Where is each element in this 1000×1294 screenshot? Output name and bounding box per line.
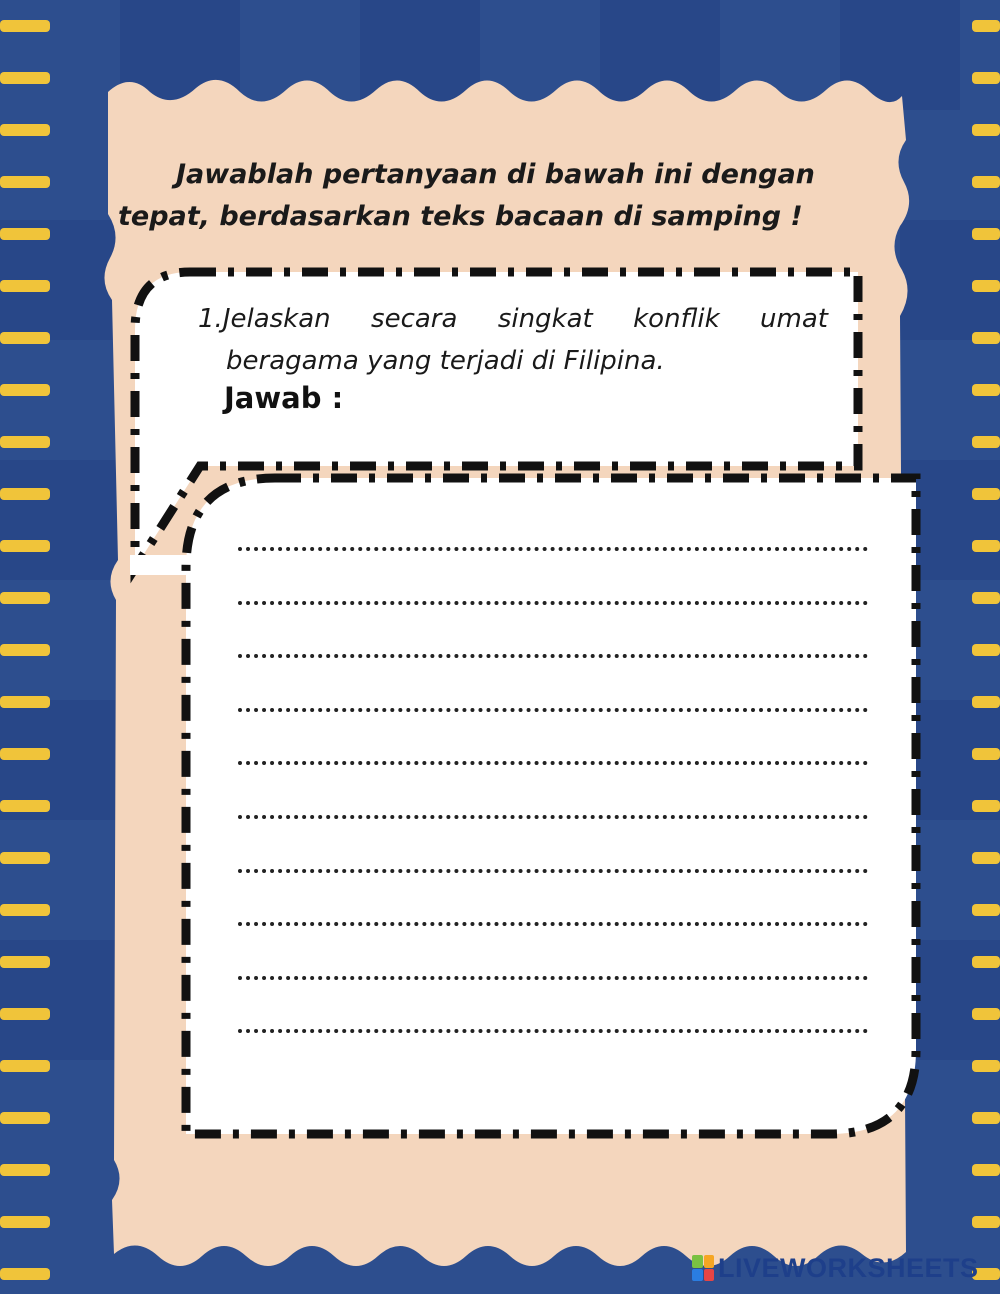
stripe bbox=[972, 384, 1000, 396]
question-word-3: singkat bbox=[497, 304, 593, 334]
stripe bbox=[0, 20, 50, 32]
stripe bbox=[0, 540, 50, 552]
brand-name: LIVEWORKSHEETS bbox=[718, 1252, 979, 1283]
question-word-1: Jelaskan bbox=[222, 304, 331, 334]
stripe bbox=[0, 644, 50, 656]
stripe bbox=[0, 904, 50, 916]
stripe bbox=[0, 1216, 50, 1228]
stripe bbox=[972, 644, 1000, 656]
stripe bbox=[972, 1060, 1000, 1072]
stripe bbox=[0, 1268, 50, 1280]
answer-input[interactable] bbox=[238, 995, 872, 1027]
stripe bbox=[972, 592, 1000, 604]
question-number: 1. bbox=[198, 304, 223, 334]
stripe bbox=[972, 748, 1000, 760]
question-word bbox=[198, 298, 331, 340]
stripe bbox=[0, 436, 50, 448]
stripe bbox=[0, 592, 50, 604]
stripe bbox=[0, 176, 50, 188]
stripe bbox=[972, 1216, 1000, 1228]
answer-line[interactable] bbox=[238, 601, 868, 605]
stripe bbox=[972, 488, 1000, 500]
answer-input[interactable] bbox=[238, 781, 872, 813]
stripe bbox=[972, 852, 1000, 864]
stripe bbox=[0, 228, 50, 240]
stripe bbox=[972, 1008, 1000, 1020]
stripe bbox=[0, 1112, 50, 1124]
answer-input[interactable] bbox=[238, 942, 872, 974]
stripe bbox=[972, 72, 1000, 84]
question-word-2: secara bbox=[371, 304, 458, 334]
stripe bbox=[972, 20, 1000, 32]
answer-line[interactable] bbox=[238, 869, 868, 873]
stripe bbox=[0, 852, 50, 864]
answer-line[interactable] bbox=[238, 1029, 868, 1033]
stripe bbox=[972, 956, 1000, 968]
stripe bbox=[972, 696, 1000, 708]
stripe bbox=[0, 384, 50, 396]
answer-input[interactable] bbox=[238, 513, 872, 545]
answer-input[interactable] bbox=[238, 888, 872, 920]
stripe bbox=[972, 800, 1000, 812]
answer-line[interactable] bbox=[238, 922, 868, 926]
stripe bbox=[0, 956, 50, 968]
stripe bbox=[972, 280, 1000, 292]
answer-input[interactable] bbox=[238, 674, 872, 706]
stripe bbox=[0, 1060, 50, 1072]
stripe bbox=[972, 176, 1000, 188]
question-line-2: beragama yang terjadi di Filipina. bbox=[226, 346, 665, 376]
stripe bbox=[972, 332, 1000, 344]
stripe bbox=[0, 1164, 50, 1176]
instruction-line-1: Jawablah pertanyaan di bawah ini dengan bbox=[176, 159, 815, 190]
stripe bbox=[0, 72, 50, 84]
instruction-text bbox=[118, 154, 848, 238]
stripe bbox=[972, 124, 1000, 136]
answer-line[interactable] bbox=[238, 708, 868, 712]
stripe bbox=[0, 280, 50, 292]
stripe bbox=[0, 488, 50, 500]
answer-line[interactable] bbox=[238, 547, 868, 551]
stripe bbox=[0, 748, 50, 760]
answer-line[interactable] bbox=[238, 815, 868, 819]
answer-input[interactable] bbox=[238, 727, 872, 759]
stripe bbox=[972, 1112, 1000, 1124]
stripe bbox=[972, 436, 1000, 448]
answer-label: Jawab : bbox=[224, 381, 344, 415]
stripe bbox=[972, 904, 1000, 916]
stripe bbox=[0, 332, 50, 344]
answer-line[interactable] bbox=[238, 976, 868, 980]
answer-line[interactable] bbox=[238, 761, 868, 765]
question-line-1 bbox=[198, 298, 828, 340]
instruction-line-2: tepat, berdasarkan teks bacaan di samping ! bbox=[118, 201, 803, 232]
stripe bbox=[0, 696, 50, 708]
answer-input[interactable] bbox=[238, 567, 872, 599]
liveworksheets-brand bbox=[692, 1251, 979, 1285]
answer-input[interactable] bbox=[238, 620, 872, 652]
stripe bbox=[972, 540, 1000, 552]
stripe bbox=[972, 1164, 1000, 1176]
stripe bbox=[972, 228, 1000, 240]
stripe bbox=[0, 124, 50, 136]
answer-input[interactable] bbox=[238, 835, 872, 867]
question-word-4: konflik bbox=[633, 304, 720, 334]
stripe bbox=[0, 800, 50, 812]
answer-line[interactable] bbox=[238, 654, 868, 658]
question-text bbox=[198, 298, 828, 382]
liveworksheets-logo-icon bbox=[692, 1255, 714, 1281]
question-word-5: umat bbox=[760, 304, 828, 334]
stripe bbox=[0, 1008, 50, 1020]
